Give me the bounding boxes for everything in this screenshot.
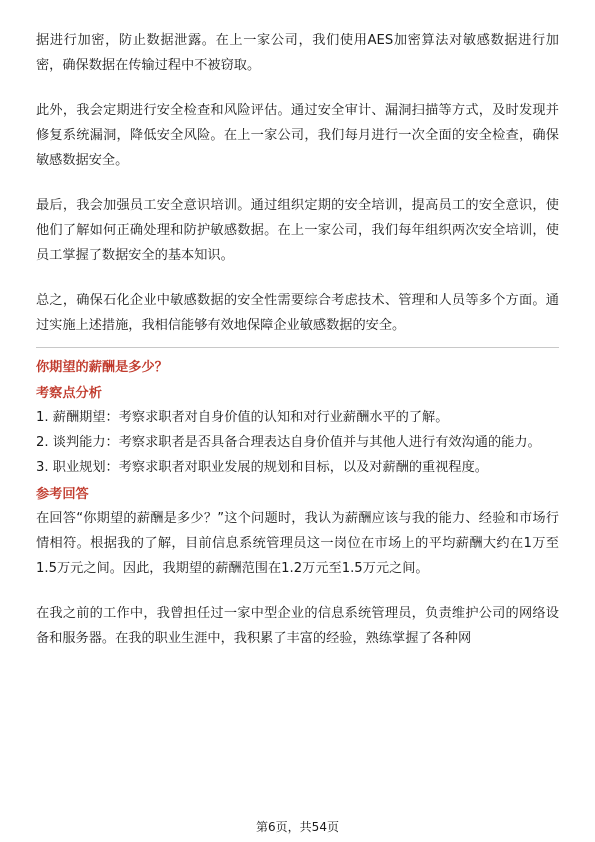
analysis-title: 考察点分析 (36, 386, 102, 401)
answer-paragraph-2: 在我之前的工作中，我曾担任过一家中型企业的信息系统管理员，负责维护公司的网络设备和服务器。在我的职业生涯中，我积累了丰富的经验，熟练掌握了各种网 (36, 606, 559, 646)
question-title: 你期望的薪酬是多少？ (36, 360, 168, 375)
answer-paragraph-1: 在回答“你期望的薪酬是多少？”这个问题时，我认为薪酬应该与我的能力、经验和市场行情相符。根据我的了解，目前信息系统管理员这一岗位在市场上的平均薪酬大约在1万至1.5万元之间。因此，我期望的薪酬范围在1.2万元至1.5万元之间。 (36, 511, 559, 576)
intro-paragraph-4: 总之，确保石化企业中敏感数据的安全性需要综合考虑技术、管理和人员等多个方面。通过实施上述措施，我相信能够有效地保障企业敏感数据的安全。 (36, 293, 559, 333)
analysis-item: 2. 谈判能力：考察求职者是否具备合理表达自身价值并与其他人进行有效沟通的能力。 (36, 435, 541, 450)
intro-paragraph-2: 此外，我会定期进行安全检查和风险评估。通过安全审计、漏洞扫描等方式，及时发现并修复系统漏洞，降低安全风险。在上一家公司，我们每月进行一次全面的安全检查，确保敏感数据安全。 (36, 103, 559, 168)
section-divider (36, 347, 559, 348)
document-page (36, 28, 559, 651)
intro-paragraph-3: 最后，我会加强员工安全意识培训。通过组织定期的安全培训，提高员工的安全意识，使他们了解如何正确处理和防护敏感数据。在上一家公司，我们每年组织两次安全培训，使员工掌握了数据安全的基本知识。 (36, 198, 559, 263)
intro-paragraph-1: 据进行加密，防止数据泄露。在上一家公司，我们使用AES加密算法对敏感数据进行加密，确保数据在传输过程中不被窃取。 (36, 33, 559, 73)
page-footer: 第6页，共54页 (256, 820, 339, 834)
analysis-item: 1. 薪酬期望：考察求职者对自身价值的认知和对行业薪酬水平的了解。 (36, 410, 449, 425)
analysis-list (36, 405, 559, 480)
answer-title: 参考回答 (36, 487, 89, 502)
analysis-item: 3. 职业规划：考察求职者对职业发展的规划和目标，以及对薪酬的重视程度。 (36, 460, 488, 475)
